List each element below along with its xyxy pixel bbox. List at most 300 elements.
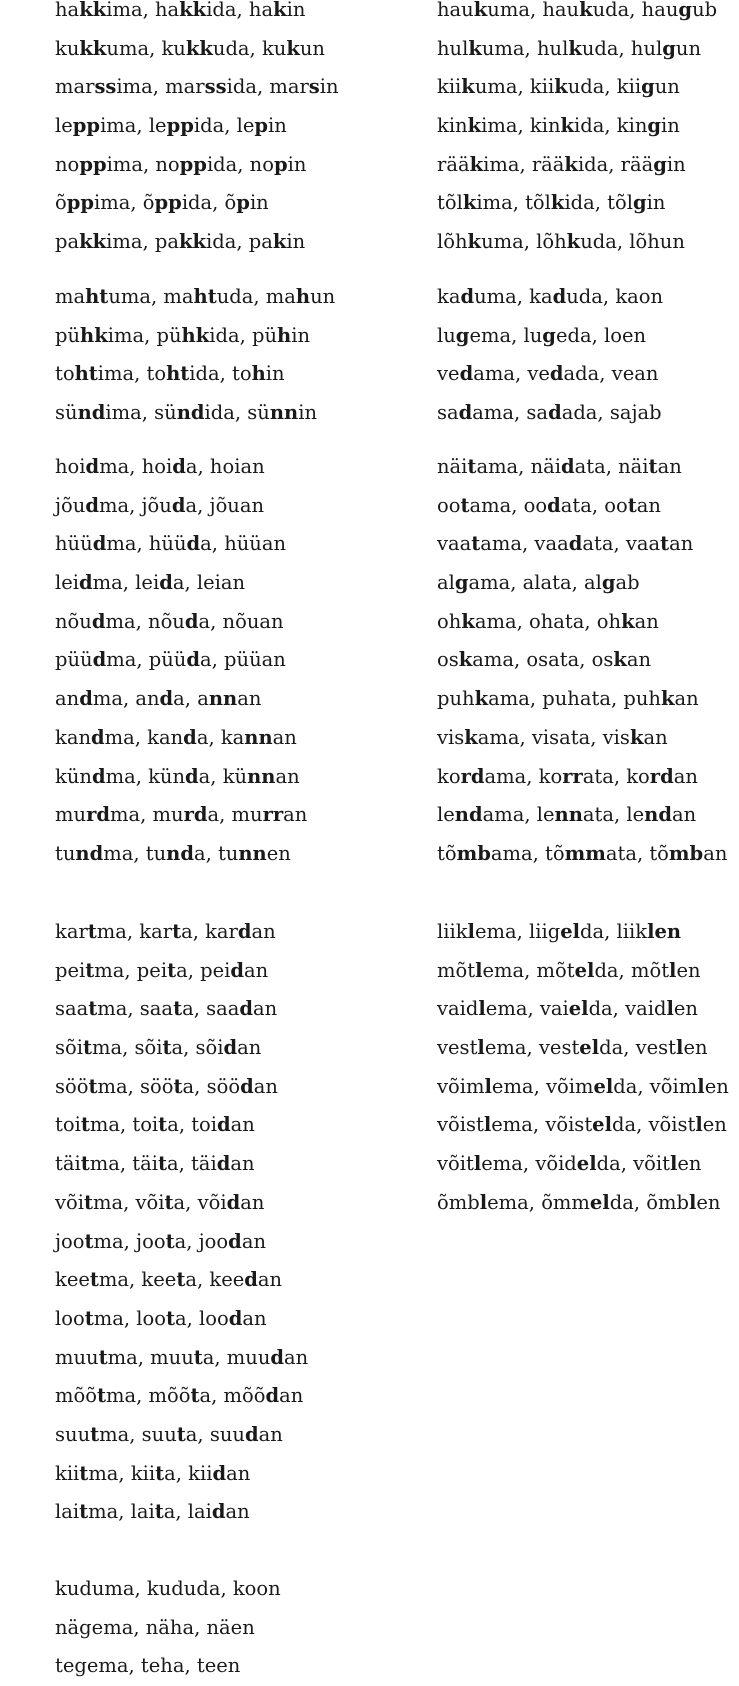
highlighted-segment: k: [469, 152, 484, 176]
text-segment: a, ka: [196, 725, 245, 749]
text-segment: an: [283, 803, 308, 827]
highlighted-segment: d: [265, 1384, 280, 1408]
verb-forms-line: [55, 1339, 308, 1378]
text-segment: vis: [437, 725, 465, 749]
highlighted-segment: k: [621, 609, 635, 633]
text-segment: le: [437, 803, 455, 827]
highlighted-segment: ht: [193, 285, 217, 308]
verb-forms-line: [55, 1029, 308, 1068]
text-segment: ma, või: [93, 1190, 165, 1214]
text-segment: suu: [55, 1422, 91, 1446]
text-segment: an: [251, 920, 276, 943]
highlighted-segment: mb: [668, 841, 704, 865]
text-segment: a, suu: [185, 1422, 245, 1446]
text-segment: ima, ha: [106, 0, 180, 21]
verb-forms-line: [437, 278, 663, 317]
text-segment: muu: [55, 1345, 99, 1369]
highlighted-segment: hk: [181, 323, 210, 347]
text-segment: en: [683, 1036, 708, 1060]
text-segment: a, mu: [207, 803, 263, 827]
text-segment: ma, pei: [94, 958, 168, 982]
text-segment: sü: [55, 401, 78, 425]
text-segment: en: [702, 1113, 727, 1137]
text-segment: an: [636, 493, 661, 517]
highlighted-segment: d: [460, 285, 475, 308]
verb-forms-line: [55, 1145, 308, 1184]
verb-forms-line: [437, 1068, 729, 1107]
highlighted-segment: k: [554, 75, 568, 99]
verb-forms-line: [55, 796, 307, 835]
text-segment: os: [437, 648, 459, 672]
highlighted-segment: pp: [79, 152, 107, 176]
verb-forms-line: [437, 680, 727, 719]
text-segment: ida, pü: [209, 323, 278, 347]
verb-forms-line: [55, 1416, 308, 1455]
verb-forms-line: [437, 68, 717, 107]
text-segment: õ: [55, 191, 67, 215]
verb-forms-line: [55, 1493, 308, 1532]
text-segment: an: [242, 1306, 267, 1330]
text-segment: an: [240, 1190, 265, 1214]
highlighted-segment: nd: [77, 401, 106, 425]
text-segment: un: [675, 36, 702, 60]
text-segment: ima, rää: [483, 152, 565, 176]
text-segment: in: [666, 152, 686, 176]
text-segment: lõh: [437, 230, 468, 254]
text-segment: ama, vaa: [480, 532, 569, 556]
text-segment: ma, täi: [89, 1152, 158, 1176]
highlighted-segment: nn: [269, 401, 299, 425]
text-segment: a, kii: [164, 1461, 213, 1485]
verb-forms-line: [437, 107, 717, 146]
text-segment: kün: [55, 764, 92, 788]
highlighted-segment: t: [84, 1190, 94, 1214]
highlighted-segment: d: [548, 401, 562, 425]
text-segment: an: [669, 532, 694, 556]
highlighted-segment: g: [641, 75, 655, 99]
verb-forms-line: [55, 0, 339, 30]
text-segment: uda, kaon: [566, 285, 664, 308]
highlighted-segment: d: [237, 920, 252, 943]
text-segment: in: [298, 401, 317, 425]
text-segment: a, pei: [176, 958, 231, 982]
text-segment: a, või: [173, 1190, 227, 1214]
highlighted-segment: k: [568, 36, 582, 60]
highlighted-segment: kk: [79, 230, 107, 254]
text-segment: ata, oo: [560, 493, 628, 517]
text-segment: tu: [55, 841, 76, 865]
text-segment: a, täi: [166, 1152, 217, 1176]
text-segment: ma, kii: [88, 1461, 156, 1485]
highlighted-segment: d: [92, 532, 107, 556]
highlighted-segment: d: [216, 1152, 231, 1176]
text-segment: an: [703, 841, 728, 865]
verb-forms-line: [437, 184, 717, 223]
highlighted-segment: l: [669, 1152, 678, 1176]
text-segment: ve: [437, 362, 460, 386]
text-segment: da, liik: [580, 920, 648, 943]
text-segment: ma, hüü: [106, 532, 187, 556]
text-segment: a, saa: [182, 997, 240, 1021]
highlighted-segment: t: [158, 1113, 168, 1137]
text-segment: ima, to: [97, 362, 167, 386]
highlighted-segment: t: [154, 1500, 164, 1524]
text-segment: ema, õmm: [487, 1190, 590, 1214]
highlighted-segment: d: [211, 1500, 226, 1524]
text-segment: un: [299, 36, 325, 60]
text-segment: kii: [437, 75, 462, 99]
highlighted-segment: k: [566, 230, 581, 254]
highlighted-segment: hk: [80, 323, 108, 347]
text-segment: ida, to: [189, 362, 252, 386]
text-segment: ema, võist: [491, 1113, 593, 1137]
section-4-left-column: [55, 913, 308, 1532]
text-segment: ata, näi: [574, 455, 649, 478]
verb-forms-line: [437, 30, 717, 69]
text-segment: ma, kee: [98, 1268, 177, 1292]
text-segment: puh: [437, 687, 475, 711]
verb-forms-line: [437, 394, 663, 433]
text-segment: uma, hau: [487, 0, 580, 21]
verb-forms-line: [55, 913, 308, 952]
highlighted-segment: t: [648, 455, 658, 478]
text-segment: lei: [55, 571, 80, 595]
text-segment: in: [286, 230, 306, 254]
text-segment: ma, söö: [97, 1074, 174, 1098]
text-segment: ma, joo: [93, 1229, 166, 1253]
highlighted-segment: l: [473, 1152, 482, 1176]
highlighted-segment: el: [576, 1152, 597, 1176]
highlighted-segment: rr: [562, 764, 583, 788]
highlighted-segment: t: [172, 920, 182, 943]
highlighted-segment: el: [589, 1190, 610, 1214]
text-segment: a, leian: [172, 571, 246, 595]
text-segment: ida, pa: [206, 230, 273, 254]
text-segment: an: [279, 1384, 304, 1408]
verb-forms-line: [55, 1184, 308, 1223]
verb-forms-line: [55, 223, 339, 262]
text-segment: ma, suu: [99, 1422, 177, 1446]
text-segment: uma, kii: [474, 75, 555, 99]
text-segment: in: [286, 0, 306, 21]
text-segment: in: [291, 323, 311, 347]
highlighted-segment: d: [91, 609, 106, 633]
text-segment: a, nõuan: [198, 609, 284, 633]
verb-forms-line: [437, 641, 727, 680]
highlighted-segment: g: [678, 0, 693, 21]
text-segment: no: [55, 152, 80, 176]
highlighted-segment: t: [89, 1268, 99, 1292]
text-segment: ema, lu: [469, 323, 543, 347]
text-segment: uma, hul: [481, 36, 569, 60]
highlighted-segment: d: [217, 1113, 231, 1137]
text-segment: in: [268, 114, 287, 138]
text-segment: hüü: [55, 532, 93, 556]
highlighted-segment: l: [688, 1190, 697, 1214]
text-segment: ida, kin: [574, 114, 648, 138]
text-segment: en: [696, 1190, 721, 1214]
highlighted-segment: l: [666, 997, 674, 1021]
text-segment: uda, ma: [216, 285, 296, 308]
text-segment: an: [244, 958, 269, 982]
text-segment: ma, lei: [92, 571, 160, 595]
text-segment: ub: [692, 0, 718, 21]
text-segment: ima, le: [100, 114, 167, 138]
text-segment: ama, alata, al: [468, 571, 602, 595]
highlighted-segment: rd: [86, 803, 110, 827]
verb-forms-line: [437, 835, 727, 874]
highlighted-segment: l: [478, 997, 486, 1021]
verb-forms-line: [55, 146, 339, 185]
highlighted-segment: k: [464, 725, 478, 749]
verb-forms-line: [55, 68, 339, 107]
verb-forms-line: [55, 1106, 308, 1145]
highlighted-segment: k: [474, 687, 489, 711]
highlighted-segment: rd: [183, 803, 208, 827]
text-segment: da, mõt: [594, 958, 670, 982]
text-segment: a, kee: [185, 1268, 245, 1292]
highlighted-segment: kk: [185, 36, 213, 60]
text-segment: ama, ve: [473, 362, 550, 386]
highlighted-segment: k: [550, 191, 565, 215]
text-segment: in: [319, 75, 339, 99]
highlighted-segment: nn: [208, 687, 238, 711]
text-segment: ama, ko: [484, 764, 563, 788]
section-1-right-column: [437, 0, 717, 262]
highlighted-segment: d: [561, 455, 575, 478]
highlighted-segment: nd: [166, 841, 194, 865]
highlighted-segment: t: [167, 958, 177, 982]
highlighted-segment: t: [162, 1036, 172, 1060]
highlighted-segment: kk: [79, 0, 107, 21]
verb-forms-line: [437, 1029, 729, 1068]
text-segment: an: [230, 1152, 255, 1176]
text-segment: uma, ka: [474, 285, 553, 308]
text-segment: ida, sü: [204, 401, 270, 425]
text-segment: vaa: [437, 532, 472, 556]
text-segment: ama, osata, os: [472, 648, 614, 672]
text-segment: ema, mõt: [482, 958, 575, 982]
highlighted-segment: t: [164, 1190, 174, 1214]
text-segment: an: [258, 1422, 283, 1446]
section-4-right-column: [437, 913, 729, 1223]
highlighted-segment: k: [564, 152, 578, 176]
section-2-right-column: [437, 278, 663, 433]
verb-forms-line: [437, 317, 663, 356]
highlighted-segment: d: [239, 997, 253, 1021]
text-segment: ida, no: [206, 152, 274, 176]
highlighted-segment: k: [468, 36, 482, 60]
verb-forms-line: [437, 1184, 729, 1223]
highlighted-segment: t: [87, 920, 97, 943]
verb-forms-line: [55, 1223, 308, 1262]
highlighted-segment: d: [184, 609, 199, 633]
text-segment: a, hoian: [185, 455, 265, 478]
verb-forms-line: [55, 525, 307, 564]
highlighted-segment: l: [477, 1036, 485, 1060]
verb-forms-line: [55, 30, 339, 69]
highlighted-segment: g: [653, 152, 667, 176]
text-segment: ka: [437, 285, 461, 308]
highlighted-segment: l: [467, 920, 475, 943]
verb-forms-line: [437, 1106, 729, 1145]
text-segment: a, loo: [174, 1306, 229, 1330]
highlighted-segment: d: [223, 1036, 238, 1060]
highlighted-segment: ht: [166, 362, 190, 386]
text-segment: ama, sa: [472, 401, 549, 425]
verb-forms-line: [437, 223, 717, 262]
highlighted-segment: t: [88, 997, 98, 1021]
verb-forms-line: [55, 1261, 308, 1300]
highlighted-segment: t: [84, 1229, 94, 1253]
verb-forms-line: [437, 146, 717, 185]
highlighted-segment: l: [484, 1074, 492, 1098]
highlighted-segment: l: [676, 1036, 684, 1060]
highlighted-segment: l: [697, 1074, 705, 1098]
verb-forms-line: [55, 1377, 308, 1416]
verb-forms-line: [55, 487, 307, 526]
highlighted-segment: t: [165, 1229, 175, 1253]
highlighted-segment: d: [212, 1461, 227, 1485]
highlighted-segment: t: [85, 958, 95, 982]
verb-forms-line: [55, 680, 307, 719]
text-segment: nägema, näha, näen: [55, 1615, 255, 1639]
text-segment: da, vaid: [588, 997, 667, 1021]
highlighted-segment: mb: [456, 841, 491, 865]
text-segment: ata, ko: [582, 764, 650, 788]
highlighted-segment: nn: [238, 841, 267, 865]
text-segment: täi: [55, 1152, 81, 1176]
text-segment: ama, oo: [469, 493, 548, 517]
text-segment: ma, mõõ: [106, 1384, 191, 1408]
highlighted-segment: t: [79, 1461, 89, 1485]
text-segment: da, võim: [613, 1074, 698, 1098]
highlighted-segment: pp: [154, 191, 182, 215]
verb-forms-line: [55, 278, 335, 317]
highlighted-segment: k: [560, 114, 575, 138]
text-segment: in: [646, 191, 666, 215]
text-segment: un: [654, 75, 680, 99]
highlighted-segment: k: [660, 687, 675, 711]
text-segment: ma, jõu: [99, 493, 172, 517]
text-segment: õmb: [437, 1190, 480, 1214]
highlighted-segment: t: [173, 997, 183, 1021]
highlighted-segment: h: [277, 323, 292, 347]
highlighted-segment: k: [579, 0, 593, 21]
highlighted-segment: d: [459, 362, 474, 386]
highlighted-segment: d: [244, 1268, 258, 1292]
verb-forms-line: [55, 317, 335, 356]
text-segment: saa: [55, 997, 89, 1021]
text-segment: vaid: [437, 997, 479, 1021]
highlighted-segment: d: [79, 687, 93, 711]
text-segment: en: [677, 1152, 702, 1176]
highlighted-segment: l: [695, 1113, 703, 1137]
highlighted-segment: t: [165, 1306, 175, 1330]
text-segment: ma, loo: [93, 1306, 166, 1330]
text-segment: a, hüüan: [200, 532, 287, 556]
text-segment: tõ: [437, 841, 457, 865]
highlighted-segment: d: [228, 1229, 242, 1253]
text-segment: oh: [437, 609, 462, 633]
highlighted-segment: d: [159, 571, 173, 595]
highlighted-segment: p: [273, 152, 288, 176]
verb-forms-line: [55, 1647, 281, 1686]
text-segment: al: [437, 571, 455, 595]
text-segment: an: [253, 1074, 278, 1098]
text-segment: ema, liig: [474, 920, 561, 943]
verb-forms-line: [55, 184, 339, 223]
text-segment: ema, võid: [481, 1152, 577, 1176]
text-segment: ama, le: [482, 803, 555, 827]
text-segment: ima, õ: [94, 191, 155, 215]
text-segment: a, sõi: [171, 1036, 224, 1060]
highlighted-segment: g: [647, 114, 662, 138]
verb-forms-line: [437, 487, 727, 526]
highlighted-segment: t: [88, 1074, 98, 1098]
highlighted-segment: k: [613, 648, 627, 672]
highlighted-segment: k: [462, 191, 477, 215]
section-2-left-column: [55, 278, 335, 433]
highlighted-segment: g: [601, 571, 616, 595]
text-segment: an: [626, 648, 652, 672]
section-5-left-column: [55, 1570, 281, 1686]
highlighted-segment: d: [240, 1074, 254, 1098]
highlighted-segment: d: [552, 285, 567, 308]
highlighted-segment: t: [80, 1152, 90, 1176]
text-segment: hul: [437, 36, 469, 60]
highlighted-segment: nd: [454, 803, 483, 827]
text-segment: sa: [437, 401, 459, 425]
text-segment: ida, tõl: [564, 191, 633, 215]
text-segment: liik: [437, 920, 468, 943]
highlighted-segment: el: [592, 1113, 612, 1137]
verb-forms-line: [55, 448, 307, 487]
text-segment: ma, tu: [103, 841, 167, 865]
highlighted-segment: k: [286, 36, 300, 60]
text-segment: oo: [437, 493, 461, 517]
highlighted-segment: ss: [204, 75, 227, 99]
text-segment: uma, ma: [108, 285, 194, 308]
text-segment: uma, ku: [106, 36, 186, 60]
text-segment: pü: [55, 323, 81, 347]
text-segment: ida, rää: [577, 152, 654, 176]
text-segment: hoi: [55, 455, 86, 478]
highlighted-segment: ht: [85, 285, 109, 308]
highlighted-segment: kk: [179, 0, 207, 21]
text-segment: ema, võim: [491, 1074, 594, 1098]
highlighted-segment: nd: [176, 401, 205, 425]
verb-forms-line: [437, 758, 727, 797]
highlighted-segment: d: [568, 532, 583, 556]
text-segment: ida, ha: [206, 0, 274, 21]
text-segment: an: [674, 687, 699, 711]
text-segment: ema, vest: [484, 1036, 580, 1060]
highlighted-segment: d: [91, 764, 106, 788]
highlighted-segment: t: [660, 532, 670, 556]
verb-forms-line: [55, 952, 308, 991]
highlighted-segment: d: [186, 532, 201, 556]
highlighted-segment: d: [244, 1422, 259, 1446]
text-segment: kan: [55, 725, 92, 749]
highlighted-segment: g: [633, 191, 647, 215]
text-segment: ema, vai: [485, 997, 569, 1021]
verb-forms-line: [437, 1145, 729, 1184]
verb-forms-line: [55, 1068, 308, 1107]
verb-forms-line: [437, 952, 729, 991]
highlighted-segment: g: [542, 323, 556, 347]
text-segment: ma, püü: [106, 648, 187, 672]
